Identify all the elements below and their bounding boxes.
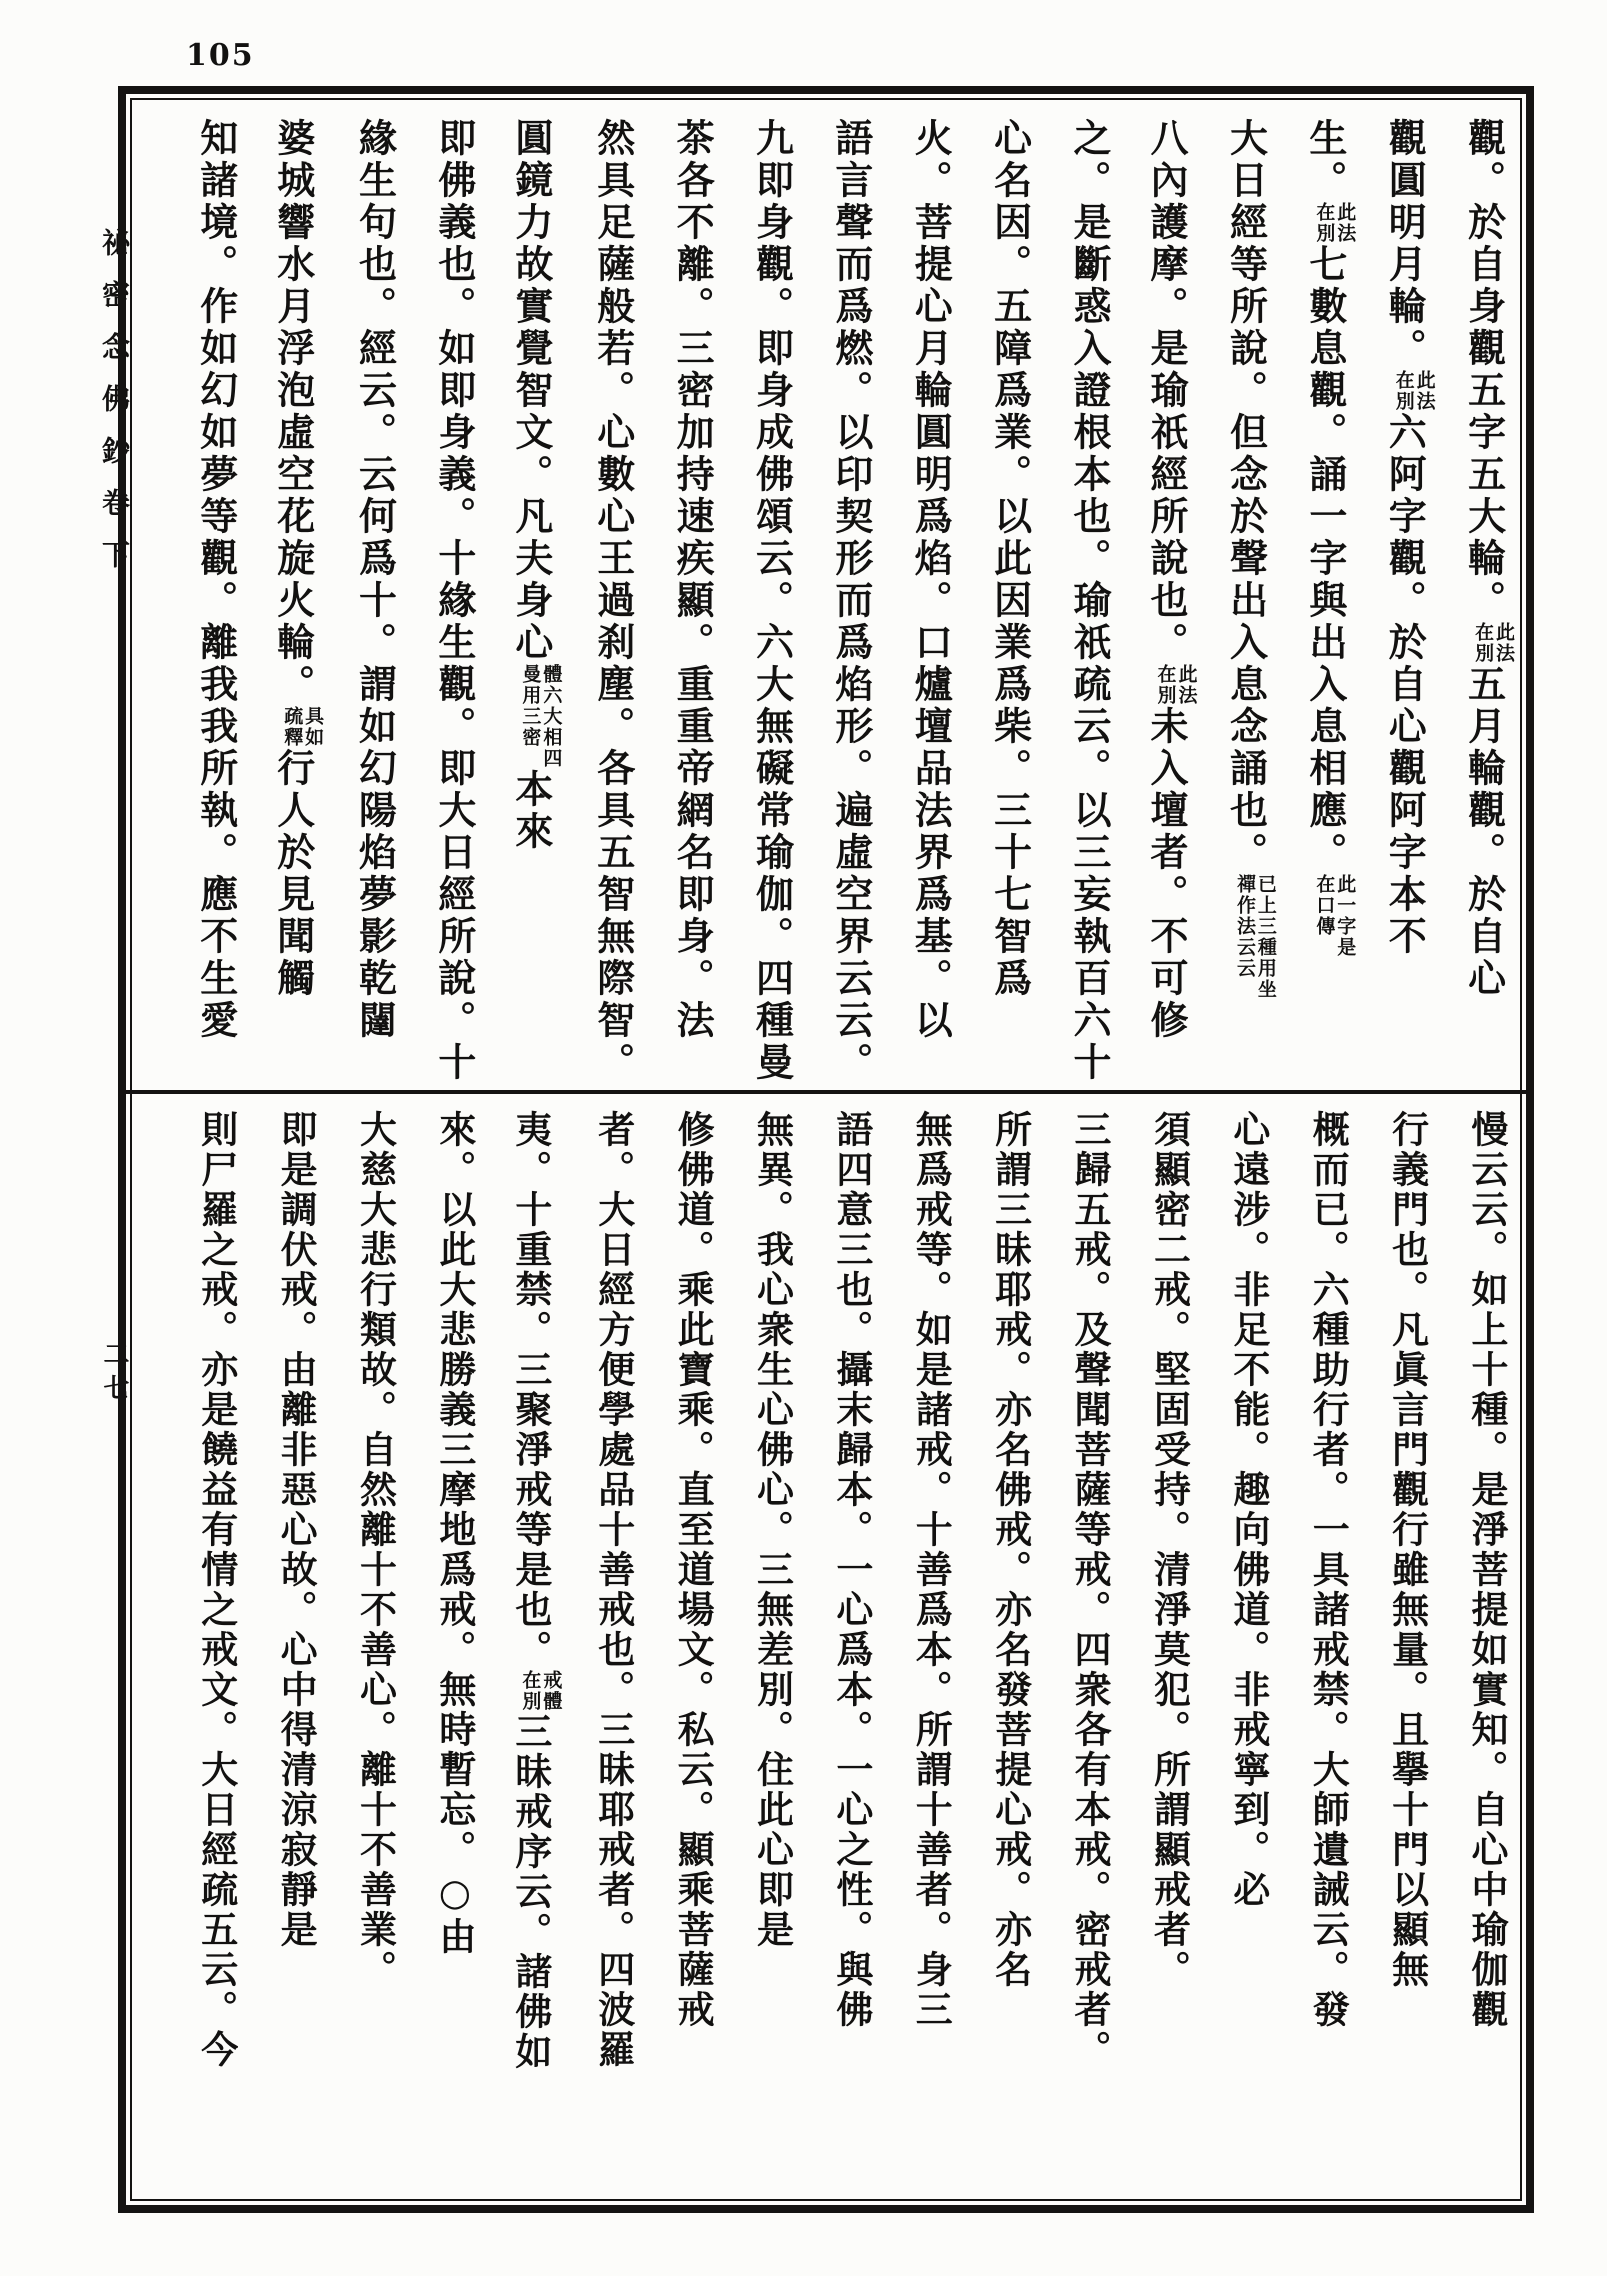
text-column <box>403 118 482 1084</box>
column-text: 夷。十重禁。三聚淨戒等是也。 <box>508 1110 553 1670</box>
text-column <box>1435 118 1514 1084</box>
column-text: 緣生句也。經云。云何爲十。謂如幻陽焰夢影乾闥 <box>352 118 398 1042</box>
column-text: 即佛義也。如即身義。十緣生觀。即大日經所說。十 <box>431 118 477 1084</box>
text-column <box>164 118 243 1084</box>
column-text: 八內護摩。是瑜祇經所說也。 <box>1144 118 1190 664</box>
text-column <box>879 1110 958 2200</box>
column-text: 六阿字觀。於自心觀阿字本不 <box>1382 412 1428 958</box>
print-page-number: 105 <box>186 38 255 73</box>
text-column <box>561 118 640 1084</box>
column-text: 者。大日經方便學處品十善戒也。三昧耶戒者。四波羅 <box>591 1110 636 2070</box>
interlinear-note: 此法在別 <box>1472 622 1515 664</box>
text-column <box>1038 1110 1117 2200</box>
text-column <box>799 1110 878 2200</box>
text-column <box>958 118 1037 1084</box>
column-text: 即是調伏戒。由離非惡心故。心中得清涼寂靜是 <box>274 1110 319 1950</box>
column-text: 圓鏡力故實覺智文。凡夫身心 <box>508 118 554 664</box>
column-text: 心遠涉。非足不能。趣向佛道。非戒寧到。必 <box>1226 1110 1271 1910</box>
text-column <box>323 1110 402 2200</box>
column-text: 語四意三也。攝末歸本。一心爲本。一心之性。與佛 <box>829 1110 874 2030</box>
column-text: 行義門也。凡眞言門觀行雖無量。且擧十門以顯無 <box>1385 1110 1430 1990</box>
column-text: 未入壇者。不可修 <box>1144 706 1190 1042</box>
column-text: 須顯密二戒。堅固受持。清淨莫犯。所謂顯戒者。 <box>1147 1110 1192 1990</box>
text-column <box>1355 118 1434 1084</box>
text-column <box>1117 1110 1196 2200</box>
interlinear-note: 此一字是在口傳 <box>1313 874 1357 958</box>
text-column <box>879 118 958 1084</box>
column-text: 茶各不離。三密加持速疾顯。重重帝網名即身。法 <box>670 118 716 1042</box>
column-text: 語言聲而爲燃。以印契形而爲焰形。遍虛空界云云。 <box>828 118 874 1084</box>
text-column <box>1276 1110 1355 2200</box>
column-text: 三歸五戒。及聲聞菩薩等戒。四衆各有本戒。密戒者。 <box>1068 1110 1113 2070</box>
column-text: 來。以此大悲勝義三摩地爲戒。無時暫忘。○由 <box>432 1110 477 1957</box>
column-text: 無異。我心衆生心佛心。三無差別。住此心即是 <box>750 1110 795 1950</box>
column-text: 大慈大悲行類故。自然離十不善心。離十不善業。 <box>353 1110 398 1990</box>
text-column <box>1196 118 1275 1084</box>
column-text: 概而已。六種助行者。一具諸戒禁。大師遺誡云。發 <box>1306 1110 1351 2030</box>
column-text: 修佛道。乘此寶乘。直至道場文。私云。顯乘菩薩戒 <box>671 1110 716 2030</box>
text-column <box>1196 1110 1275 2200</box>
text-column <box>641 118 720 1084</box>
interlinear-note: 具如疏釋 <box>281 706 325 748</box>
column-text: 行人於見聞觸 <box>270 748 316 1000</box>
text-column <box>1117 118 1196 1084</box>
column-text: 無爲戒等。如是諸戒。十善爲本。所謂十善者。身三 <box>909 1110 954 2030</box>
text-column <box>799 118 878 1084</box>
column-text: 心名因。五障爲業。以此因業爲柴。三十七智爲 <box>987 118 1033 1000</box>
column-text: 慢云云。如上十種。是淨菩提如實知。自心中瑜伽觀 <box>1465 1110 1509 2030</box>
folio-number: 二七 <box>99 1340 129 1408</box>
column-text: 本來 <box>508 769 554 853</box>
text-column <box>561 1110 640 2200</box>
column-text: 之。是斷惑入證根本也。瑜祇疏云。以三妄執百六十 <box>1067 118 1113 1084</box>
margin-volume-title: 祕密念佛鈔卷下 <box>98 228 131 592</box>
interlinear-note: 戒體在別 <box>519 1670 563 1712</box>
column-text: 觀。於自身觀五字五大輪。 <box>1461 118 1507 622</box>
column-text: 三昧戒序云。諸佛如 <box>508 1712 553 2072</box>
text-column <box>958 1110 1037 2200</box>
text-column <box>1038 118 1117 1084</box>
column-text: 觀圓明月輪。 <box>1382 118 1428 370</box>
text-column <box>482 118 561 1084</box>
text-column <box>720 1110 799 2200</box>
interlinear-note: 已上三種用坐禪作法云云 <box>1233 874 1277 1000</box>
text-column <box>1355 1110 1434 2200</box>
text-column <box>244 118 323 1084</box>
text-column <box>641 1110 720 2200</box>
text-column <box>403 1110 482 2200</box>
column-text: 七數息觀。誦一字與出入息相應。 <box>1302 244 1348 874</box>
text-column <box>482 1110 561 2200</box>
text-column <box>323 118 402 1084</box>
interlinear-note: 此法在別 <box>1154 664 1198 706</box>
block-divider-rule <box>126 1090 1526 1094</box>
interlinear-note: 此法在別 <box>1313 202 1357 244</box>
text-column <box>720 118 799 1084</box>
text-column <box>244 1110 323 2200</box>
text-column <box>1435 1110 1514 2200</box>
text-column <box>164 1110 243 2200</box>
interlinear-note: 此法在別 <box>1392 370 1436 412</box>
column-text: 生。 <box>1302 118 1348 202</box>
column-text: 則尸羅之戒。亦是饒益有情之戒文。大日經疏五云。今 <box>194 1110 239 2070</box>
column-text: 然具足薩般若。心數心王過刹塵。各具五智無際智。 <box>590 118 636 1084</box>
column-text: 九即身觀。即身成佛頌云。六大無礙常瑜伽。四種曼 <box>749 118 795 1084</box>
column-text: 婆城響水月浮泡虛空花旋火輪。 <box>270 118 316 706</box>
interlinear-note: 體六大相四曼用三密 <box>519 664 563 769</box>
bottom-text-block <box>162 1110 1514 2200</box>
text-column <box>1276 118 1355 1084</box>
top-text-block <box>162 118 1514 1084</box>
column-text: 五月輪觀。於自心 <box>1461 664 1507 1000</box>
column-text: 所謂三昧耶戒。亦名佛戒。亦名發菩提心戒。亦名 <box>988 1110 1033 1990</box>
column-text: 知諸境。作如幻如夢等觀。離我我所執。應不生愛 <box>193 118 239 1042</box>
column-text: 大日經等所說。但念於聲出入息念誦也。 <box>1223 118 1269 874</box>
column-text: 火。菩提心月輪圓明爲焰。口爐壇品法界爲基。以 <box>908 118 954 1042</box>
